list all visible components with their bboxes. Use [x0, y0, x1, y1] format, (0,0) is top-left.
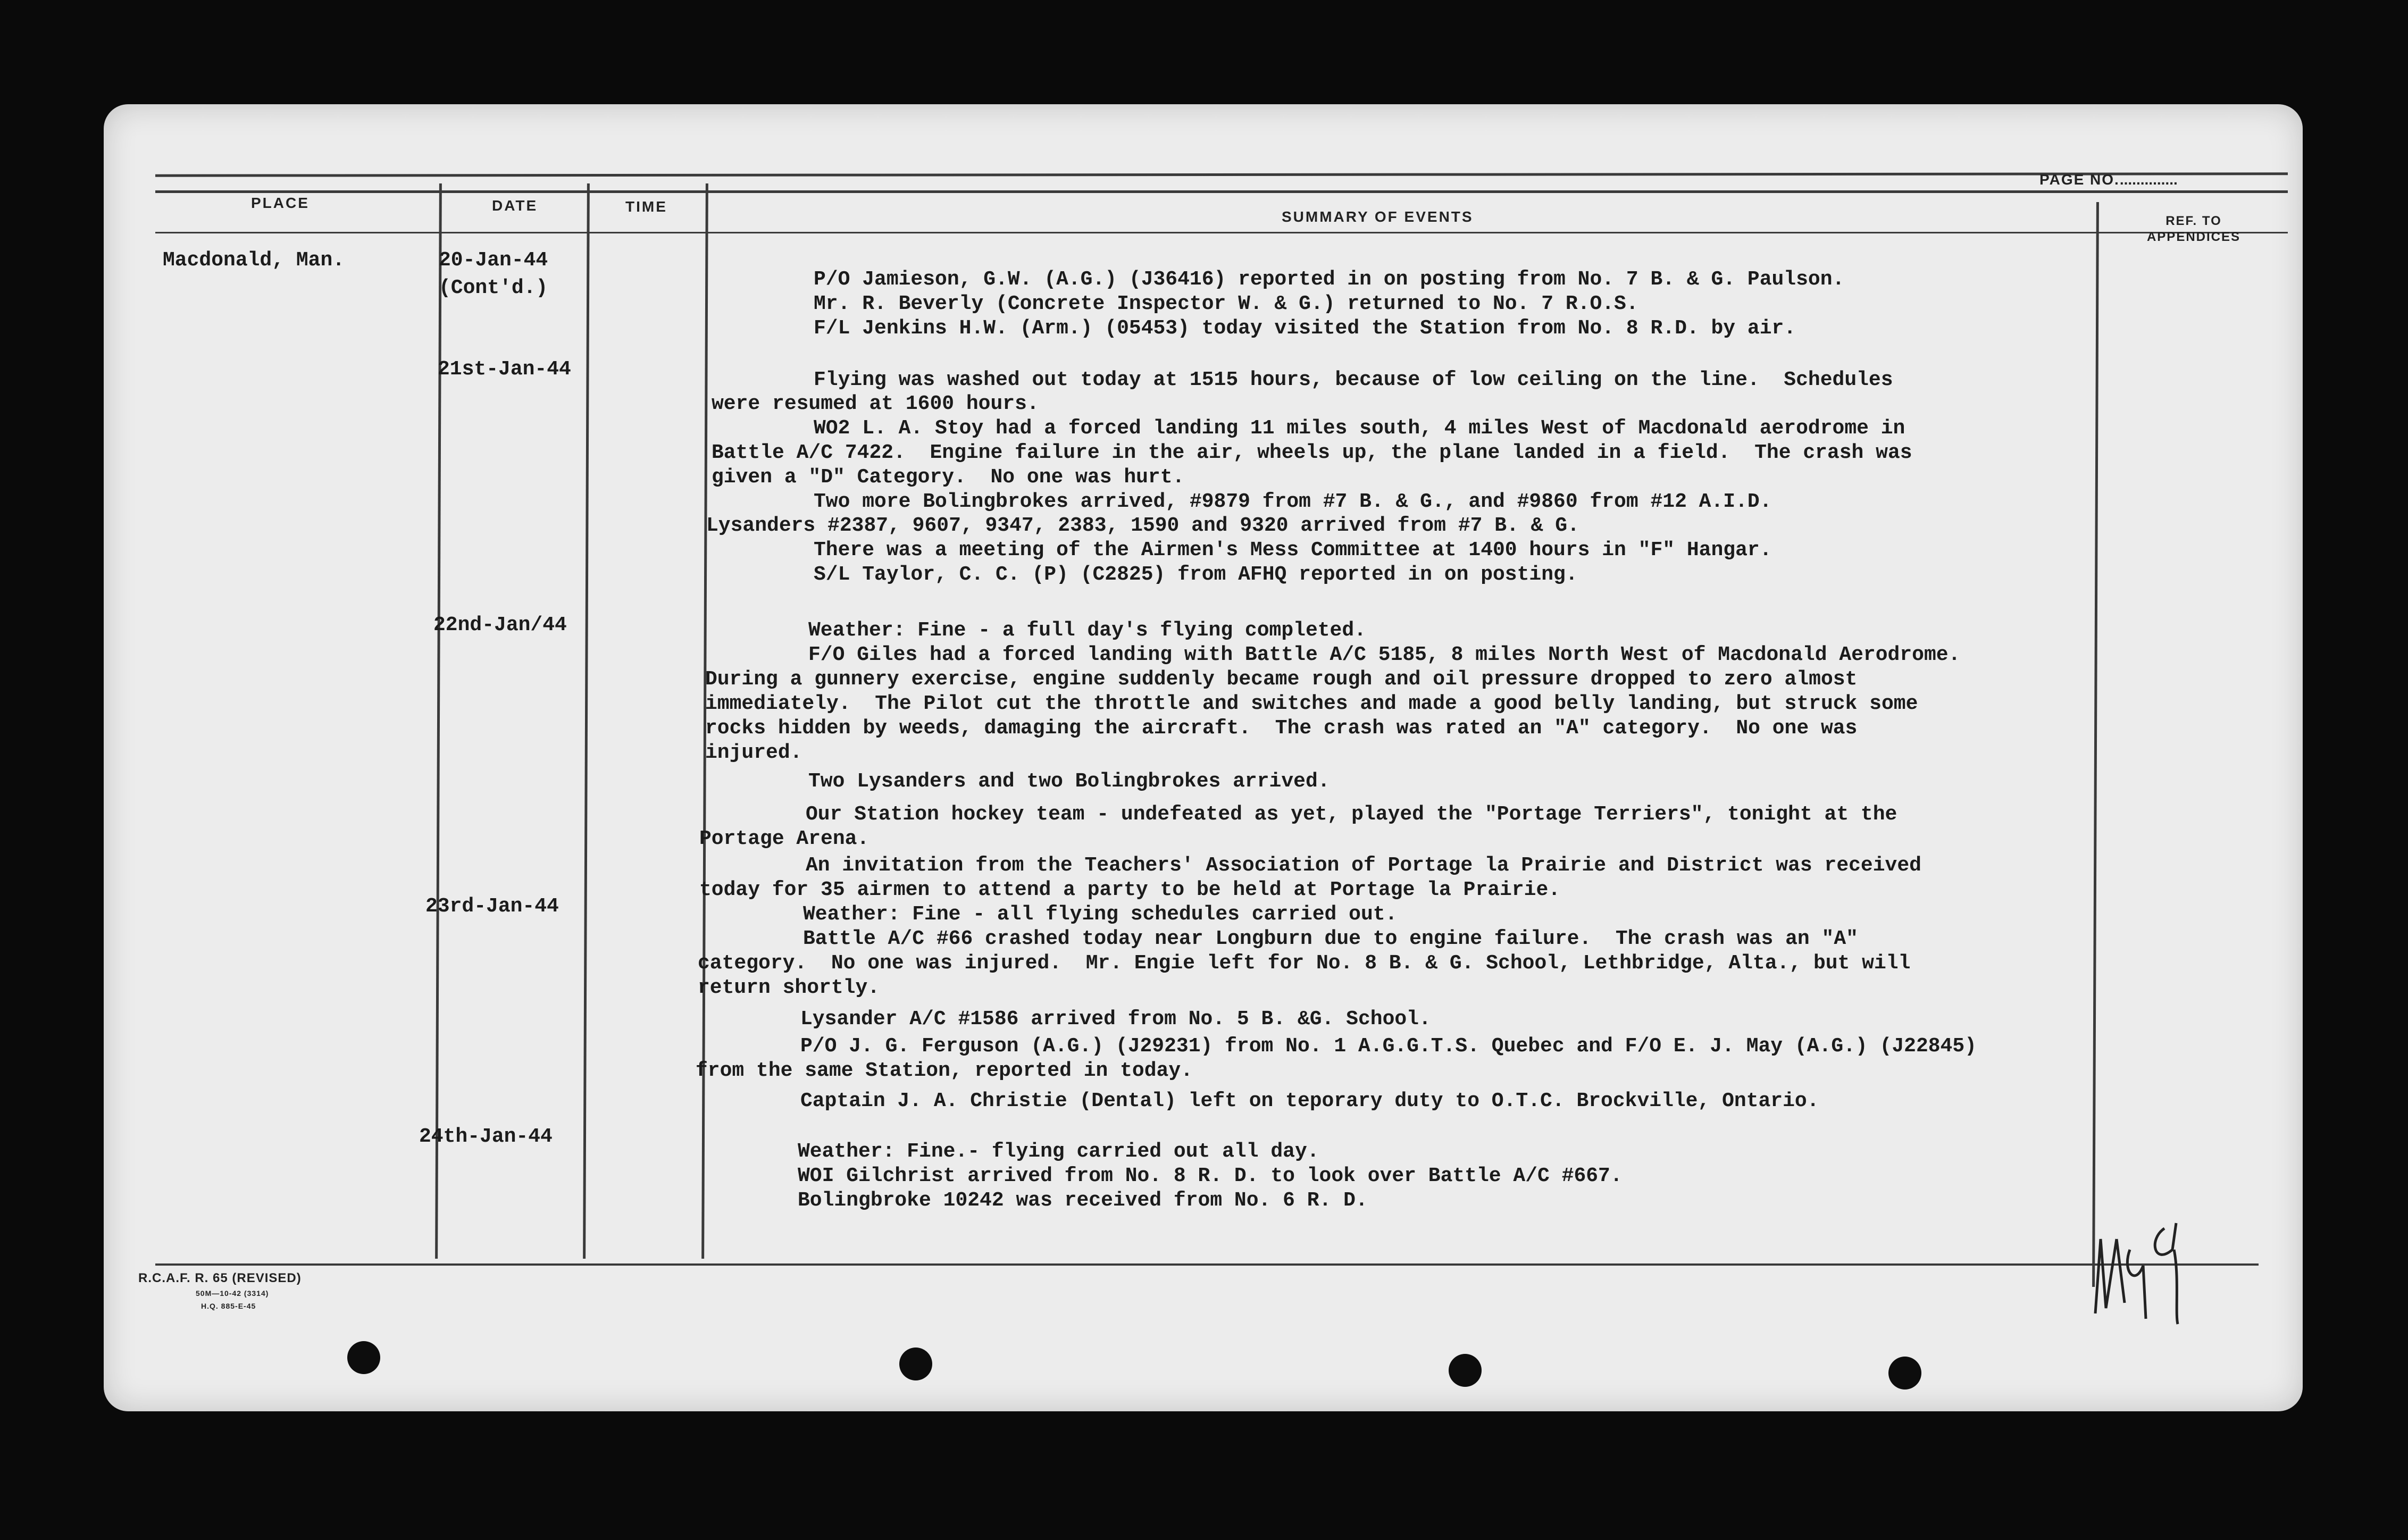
punch-hole: [1888, 1357, 1921, 1390]
date-entry-23-jan: 23rd-Jan-44: [425, 895, 559, 918]
page-number-label: [2039, 171, 2178, 188]
header-rule: [155, 190, 2288, 193]
summary-line: S/L Taylor, C. C. (P) (C2825) from AFHQ reported in on posting.: [814, 563, 1578, 586]
date-entry-24-jan: 24th-Jan-44: [419, 1125, 553, 1148]
summary-line: were resumed at 1600 hours.: [712, 392, 1039, 415]
summary-line: Weather: Fine - a full day's flying completed.: [808, 619, 1366, 642]
ref-line-2: APPENDICES: [2146, 230, 2241, 244]
summary-line: Two more Bolingbrokes arrived, #9879 from #7 B. & G., and #9860 from #12 A.I.D.: [814, 490, 1772, 513]
summary-line: from the same Station, reported in today.: [696, 1059, 1193, 1082]
place-entry: Macdonald, Man.: [163, 249, 345, 272]
date-entry-20-jan: 20-Jan-44: [439, 249, 548, 272]
summary-line: Lysanders #2387, 9607, 9347, 2383, 1590 and 9320 arrived from #7 B. & G.: [706, 514, 1579, 537]
summary-line: During a gunnery exercise, engine suddenly became rough and oil pressure dropped to zero almost: [705, 668, 1858, 691]
summary-line: Bolingbroke 10242 was received from No. 6 R. D.: [798, 1189, 1368, 1212]
summary-line: WO2 L. A. Stoy had a forced landing 11 miles south, 4 miles West of Macdonald aerodrome in: [814, 417, 1905, 440]
header-ref-appendices: [2117, 213, 2271, 245]
summary-line: Our Station hockey team - undefeated as yet, played the "Portage Terriers", tonight at the: [806, 803, 1897, 826]
summary-line: WOI Gilchrist arrived from No. 8 R. D. to look over Battle A/C #667.: [798, 1165, 1623, 1187]
summary-line: There was a meeting of the Airmen's Mess Committee at 1400 hours in "F" Hangar.: [814, 539, 1772, 562]
date-entry-21-jan: 21st-Jan-44: [438, 358, 571, 381]
form-number: R.C.A.F. R. 65 (REVISED): [138, 1271, 302, 1285]
summary-line: given a "D" Category. No one was hurt.: [712, 466, 1185, 489]
summary-line: P/O J. G. Ferguson (A.G.) (J29231) from No. 1 A.G.G.T.S. Quebec and F/O E. J. May (A.G.) (J22845): [800, 1035, 1977, 1058]
punch-hole: [347, 1341, 380, 1374]
header-summary: SUMMARY OF EVENTS: [1282, 208, 1474, 225]
header-time: TIME: [625, 198, 667, 215]
summary-line: Two Lysanders and two Bolingbrokes arrived.: [808, 770, 1330, 793]
form-print-code-2: H.Q. 885-E-45: [201, 1302, 256, 1310]
page-number-blank: ..............: [2119, 171, 2178, 188]
date-entry-22-jan: 22nd-Jan/44: [433, 614, 567, 637]
summary-line: category. No one was injured. Mr. Engie left for No. 8 B. & G. School, Lethbridge, Alta., but will: [698, 952, 1911, 975]
date-entry-20-jan-contd: (Cont'd.): [439, 277, 548, 299]
summary-line: injured.: [705, 741, 802, 764]
summary-line: Lysander A/C #1586 arrived from No. 5 B. &G. School.: [800, 1008, 1431, 1031]
summary-line: return shortly.: [698, 976, 880, 999]
summary-line: Flying was washed out today at 1515 hours, because of low ceiling on the line. Schedules: [814, 369, 1893, 391]
form-print-code-1: 50M—10-42 (3314): [196, 1289, 269, 1298]
summary-line: Portage Arena.: [699, 827, 869, 850]
punch-hole: [1449, 1354, 1482, 1387]
summary-line: An invitation from the Teachers' Association of Portage la Prairie and District was received: [806, 854, 1921, 877]
summary-line: Battle A/C #66 crashed today near Longburn due to engine failure. The crash was an "A": [803, 927, 1858, 950]
punch-hole: [899, 1347, 932, 1380]
header-place: PLACE: [251, 195, 310, 211]
summary-line: Weather: Fine - all flying schedules carried out.: [803, 903, 1398, 926]
header-date: DATE: [492, 197, 538, 214]
bottom-rule: [155, 1263, 2259, 1266]
summary-line: F/L Jenkins H.W. (Arm.) (05453) today visited the Station from No. 8 R.D. by air.: [814, 317, 1796, 340]
summary-line: F/O Giles had a forced landing with Battle A/C 5185, 8 miles North West of Macdonald Aerodrome.: [808, 643, 1961, 666]
summary-line: immediately. The Pilot cut the throttle and switches and made a good belly landing, but struck some: [705, 692, 1918, 715]
summary-line: Captain J. A. Christie (Dental) left on teporary duty to O.T.C. Brockville, Ontario.: [800, 1090, 1819, 1112]
summary-line: Weather: Fine.- flying carried out all day.: [798, 1140, 1319, 1163]
summary-line: Battle A/C 7422. Engine failure in the air, wheels up, the plane landed in a field. The crash was: [712, 441, 1912, 464]
summary-line: rocks hidden by weeds, damaging the aircraft. The crash was rated an "A" category. No one was: [705, 717, 1858, 740]
ref-line-1: REF. TO: [2165, 214, 2222, 228]
page-number-text: PAGE NO.: [2039, 171, 2120, 188]
summary-line: Mr. R. Beverly (Concrete Inspector W. & G.) returned to No. 7 R.O.S.: [814, 292, 1638, 315]
handwritten-initials: [2085, 1207, 2207, 1329]
summary-line: P/O Jamieson, G.W. (A.G.) (J36416) reported in on posting from No. 7 B. & G. Paulson.: [814, 268, 1845, 291]
summary-line: today for 35 airmen to attend a party to be held at Portage la Prairie.: [699, 878, 1561, 901]
header-bottom-rule: [155, 232, 2288, 233]
